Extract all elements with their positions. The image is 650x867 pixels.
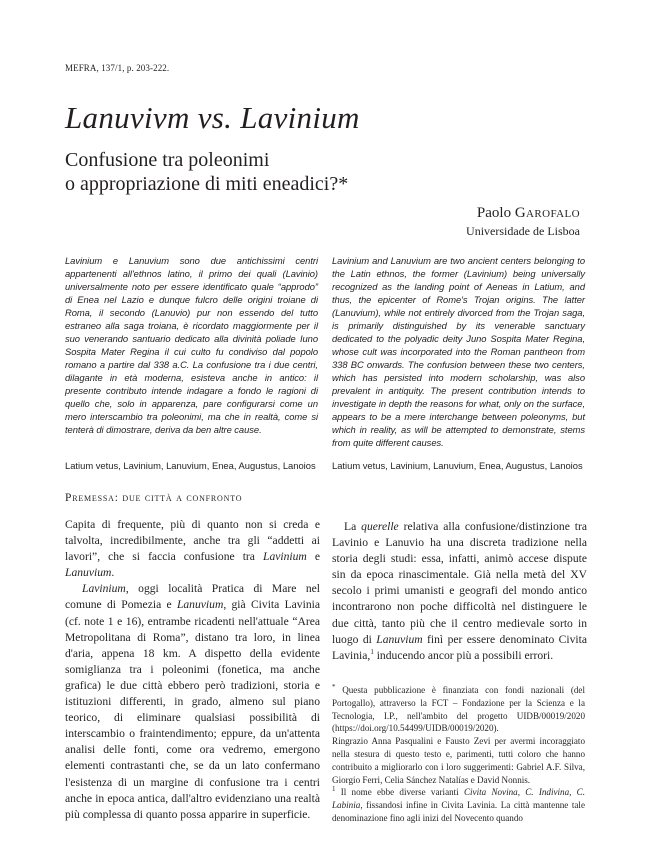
body-paragraph xyxy=(65,517,320,581)
body-paragraph xyxy=(65,581,320,822)
text-run: , già Civita Lavinia (cf. note 1 e 16), entrambe ricadenti nell'attuale “Area Metropolitana di Roma”, distano tra loro, in linea d'aria, appena 18 km. A dispetto della evidente somiglianza tra i poleonimi (fonetica, ma anche grafica) le due città ebbero però tradizioni, storia e istituzioni differenti, in grado, almeno sul piano teorico, di eliminare qualsiasi possibilità di interscambio o fraintendimento; eppure, da un'attenta analisi delle fonti, come ora vedremo, emergono elementi contrastanti che, se da un lato confermano l'esistenza di un margine di confusione tra i centri anche in epoca antica, dall'altro evidenziano una realtà più complessa di quanto possa apparire in superficie. xyxy=(65,598,320,821)
body-column-right xyxy=(332,519,587,664)
journal-reference: MEFRA, 137/1, p. 203-222. xyxy=(65,63,170,73)
footnote-marker[interactable]: 1 xyxy=(370,647,374,656)
text-run: La xyxy=(344,520,362,533)
text-run-italic: Lavinium xyxy=(82,582,126,596)
subtitle-line-2: o appropriazione di miti eneadici?* xyxy=(65,173,349,195)
text-run-italic: Lanuvium xyxy=(65,566,112,580)
footnote-star xyxy=(332,684,585,735)
article-title: Lanuvivm vs. Lavinium xyxy=(65,100,360,135)
abstract-italian: Lavinium e Lanuvium sono due antichissimi centri appartenenti all'ethnos latino, il primo dei quali (Lavinio) universalmente noto per essere identificato quale “approdo” di Enea nel Lazio e dunque fulcro delle origini troiane di Roma, il secondo (Lanuvio) pur non essendo del tutto estraneo alla saga troiana, è ricordato maggiormente per il suo venerando santuario dedicato alla divinità poliade Iuno Sospita Mater Regina il cui culto fu condiviso dal popolo romano a partire dal 338 a.C. La confusione tra i due centri, dilagante in età moderna, esisteva anche in antico: il presente contributo intende indagare a fondo le ragioni di quello che, solo in apparenza, pare configurarsi come un mero interscambio tra poleonimi, ma che in realtà, come si tenterà di dimostrare, deriva da ben altre cause. xyxy=(65,255,318,435)
article-subtitle xyxy=(65,148,465,196)
footnote-star-marker: * xyxy=(332,682,336,691)
text-run-italic: querelle xyxy=(361,520,399,533)
footnote-text-italic: Civita Novina, C. Indivina, C. Labinia xyxy=(332,787,585,811)
text-run: . xyxy=(111,566,115,580)
text-run: inducendo ancor più a possibili errori. xyxy=(373,648,554,662)
footnote-text: Il nome ebbe diverse varianti xyxy=(335,787,464,798)
text-run-italic: Lanuvium xyxy=(176,598,224,612)
author-affiliation: Universidade de Lisboa xyxy=(466,224,580,238)
footnote-acknowledgements: Ringrazio Anna Pasqualini e Fausto Zevi per avermi incoraggiato nella stesura di questo testo e, parimenti, tutti coloro che hanno contribuito a migliorarlo con i loro suggerimenti: Gabriel A.F. Silva, Giorgio Ferri, Celia Sánchez Natalías e David Nonnis. xyxy=(332,736,585,785)
body-paragraph xyxy=(332,519,587,664)
text-run: relativa alla confusione/distinzione tra Lavinio e Lanuvio ha una discreta tradizione nella storia degli studi: essa, infatti, animò accese dispute sin da epoca rinascimentale. Già nella metà del XV secolo i primi umanisti e geografi del mondo antico incontrarono non poche difficoltà nel distinguere le due città, tanto più che il centro medievale sorto in luogo di xyxy=(332,520,587,646)
section-heading: Premessa: due città a confronto xyxy=(65,492,243,504)
author-name xyxy=(477,205,580,222)
keywords-english: Latium vetus, Lavinium, Lanuvium, Enea, Augustus, Lanoios xyxy=(332,460,583,471)
author-last-name: Garofalo xyxy=(514,205,580,221)
footnote-text: Questa pubblicazione è finanziata con fondi nazionali (del Portogallo), attraverso la FCT – Fondazione per la Scienza e la Tecnologia, I.P., nell'ambito del progetto UIDB/00019/2020 (https://doi.org/10.54499/UIDB/00019/2020). xyxy=(332,685,585,734)
text-run-italic: Lanuvium xyxy=(376,632,423,646)
author-first-name: Paolo xyxy=(476,205,512,221)
text-run: , oggi località Pratica di Mare nel comune di Pomezia e xyxy=(65,582,320,612)
footnote-text: , fissandosi infine in Civita Lavinia. La città mantenne tale denominazione fino agli inizi del Novecento quando xyxy=(332,800,585,823)
keywords-italian: Latium vetus, Lavinium, Lanuvium, Enea, Augustus, Lanoios xyxy=(65,460,316,471)
text-run: finì per essere denominato Civita Lavinia, xyxy=(332,632,588,662)
subtitle-line-1: Confusione tra poleonimi xyxy=(65,149,270,171)
body-column-left xyxy=(65,517,320,823)
footnote-1-marker: 1 xyxy=(332,785,336,794)
abstract-english: Lavinium and Lanuvium are two ancient centers belonging to the Latin ethnos, the former (Lavinium) being universally recognized as the landing point of Aeneas in Latium, and thus, the epicenter of Rome's Trojan origins. The latter (Lanuvium), while not entirely divorced from the Trojan saga, is primarily distinguished by its venerable sanctuary dedicated to the polyadic deity Juno Sospita Mater Regina, whose cult was incorporated into the Roman pantheon from 338 BC onwards. The confusion between these two centers, which has persisted into modern scholarship, was also prevalent in antiquity. The present contribution intends to investigate in depth the reasons for what, only on the surface, appears to be a mere interchange between poleonyms, but which in reality, as will be attempted to demonstrate, stems from quite different causes. xyxy=(332,255,585,448)
footnote-1 xyxy=(332,786,585,824)
text-run: e xyxy=(306,550,321,564)
text-run: Capita di frequente, più di quanto non si creda e talvolta, incredibilmente, anche tra gli “addetti ai lavori”, che si faccia confusione tra xyxy=(65,518,320,564)
text-run-italic: Lavinium xyxy=(263,550,307,564)
footnotes xyxy=(332,684,585,825)
